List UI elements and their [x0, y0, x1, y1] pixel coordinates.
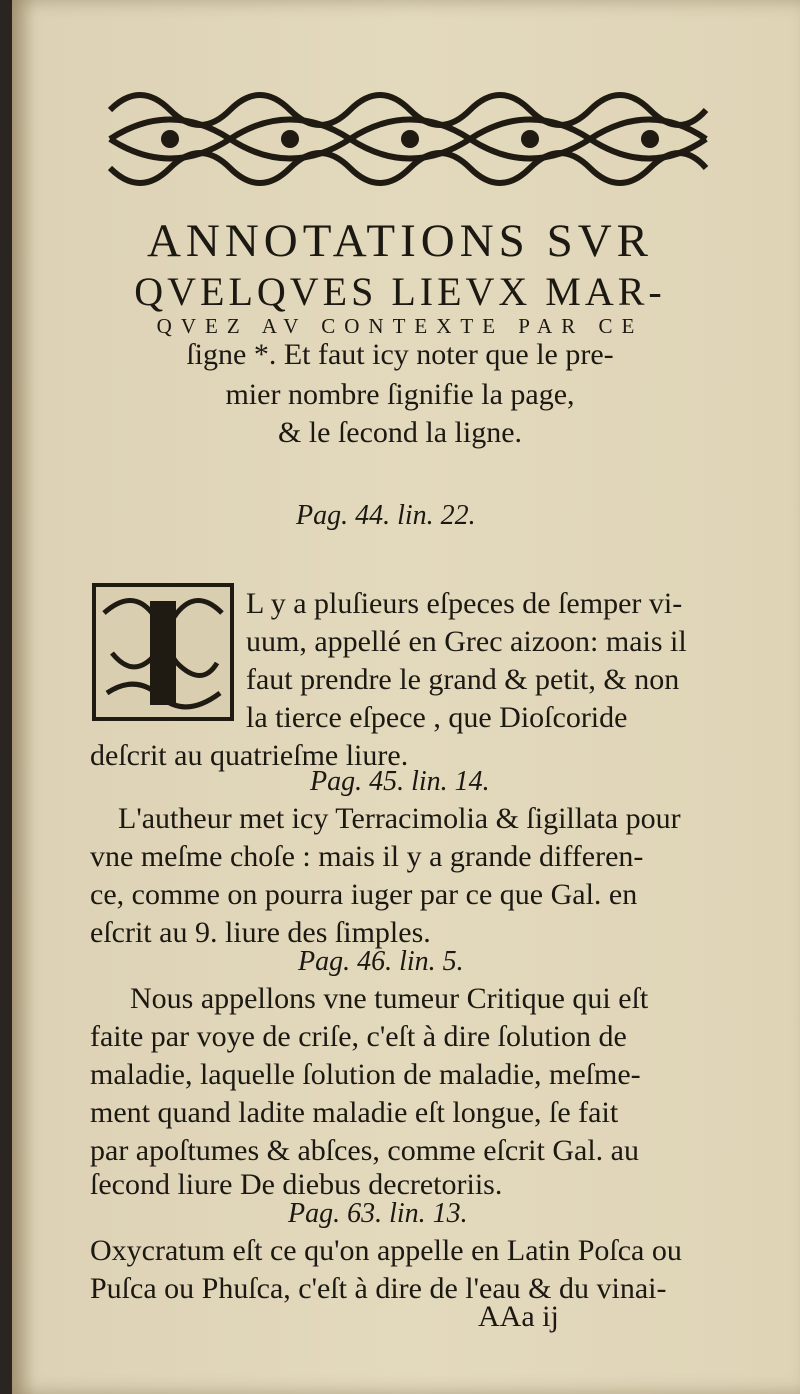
entry-1-line-1: L y a pluſieurs eſpeces de ſemper vi-	[246, 587, 683, 620]
title-line-1: ANNOTATIONS SVR	[146, 215, 653, 267]
entry-3-line-5: par apoſtumes & abſces, comme eſcrit Gal. au	[90, 1134, 639, 1167]
entry-reference: Pag. 63. lin. 13.	[288, 1198, 468, 1229]
entry-2-line-2: vne meſme choſe : mais il y a grande differen-	[90, 840, 644, 873]
title-line-2: QVELQVES LIEVX MAR-	[134, 269, 666, 314]
entry-3-line-3: maladie, laquelle ſolution de maladie, meſme-	[90, 1058, 641, 1091]
entry-1-line-5: deſcrit au quatrieſme liure.	[90, 739, 409, 772]
entry-3-line-2: faite par voye de criſe, c'eſt à dire ſolution de	[90, 1020, 627, 1053]
title-line-5: mier nombre ſignifie la page,	[225, 378, 575, 411]
title-line-6: & le ſecond la ligne.	[277, 416, 523, 449]
entry-3-line-4: ment quand ladite maladie eſt longue, ſe fait	[90, 1096, 619, 1129]
title-line-4: ſigne *. Et faut icy noter que le pre-	[186, 338, 614, 371]
entry-4-line-1: Oxycratum eſt ce qu'on appelle en Latin Poſca ou	[90, 1234, 682, 1267]
entry-3-line-6: ſecond liure De diebus decretoriis.	[90, 1168, 503, 1201]
entry-2-line-1: L'autheur met icy Terracimolia & ſigillata pour	[118, 802, 681, 835]
title-line-3: QVEZ AV CONTEXTE PAR CE	[156, 314, 644, 338]
signature-mark: AAa ij	[478, 1300, 559, 1333]
entry-3-line-1: Nous appellons vne tumeur Critique qui eſt	[130, 982, 649, 1015]
headpiece-ornament-icon	[100, 80, 716, 198]
entry-reference: Pag. 44. lin. 22.	[296, 500, 476, 531]
entry-reference: Pag. 46. lin. 5.	[298, 946, 464, 977]
entry-1-line-2: uum, appellé en Grec aizoon: mais il	[246, 625, 687, 658]
entry-1-line-3: faut prendre le grand & petit, & non	[246, 663, 680, 696]
entry-4-line-2: Puſca ou Phuſca, c'eſt à dire de l'eau & du vinai-	[90, 1272, 667, 1305]
entry-2-line-3: ce, comme on pourra iuger par ce que Gal. en	[90, 878, 638, 911]
entry-2-line-4: eſcrit au 9. liure des ſimples.	[90, 916, 431, 949]
entry-reference: Pag. 45. lin. 14.	[310, 766, 490, 797]
entry-1-line-4: la tierce eſpece , que Dioſcoride	[246, 701, 628, 734]
decorated-initial-icon	[92, 583, 234, 721]
